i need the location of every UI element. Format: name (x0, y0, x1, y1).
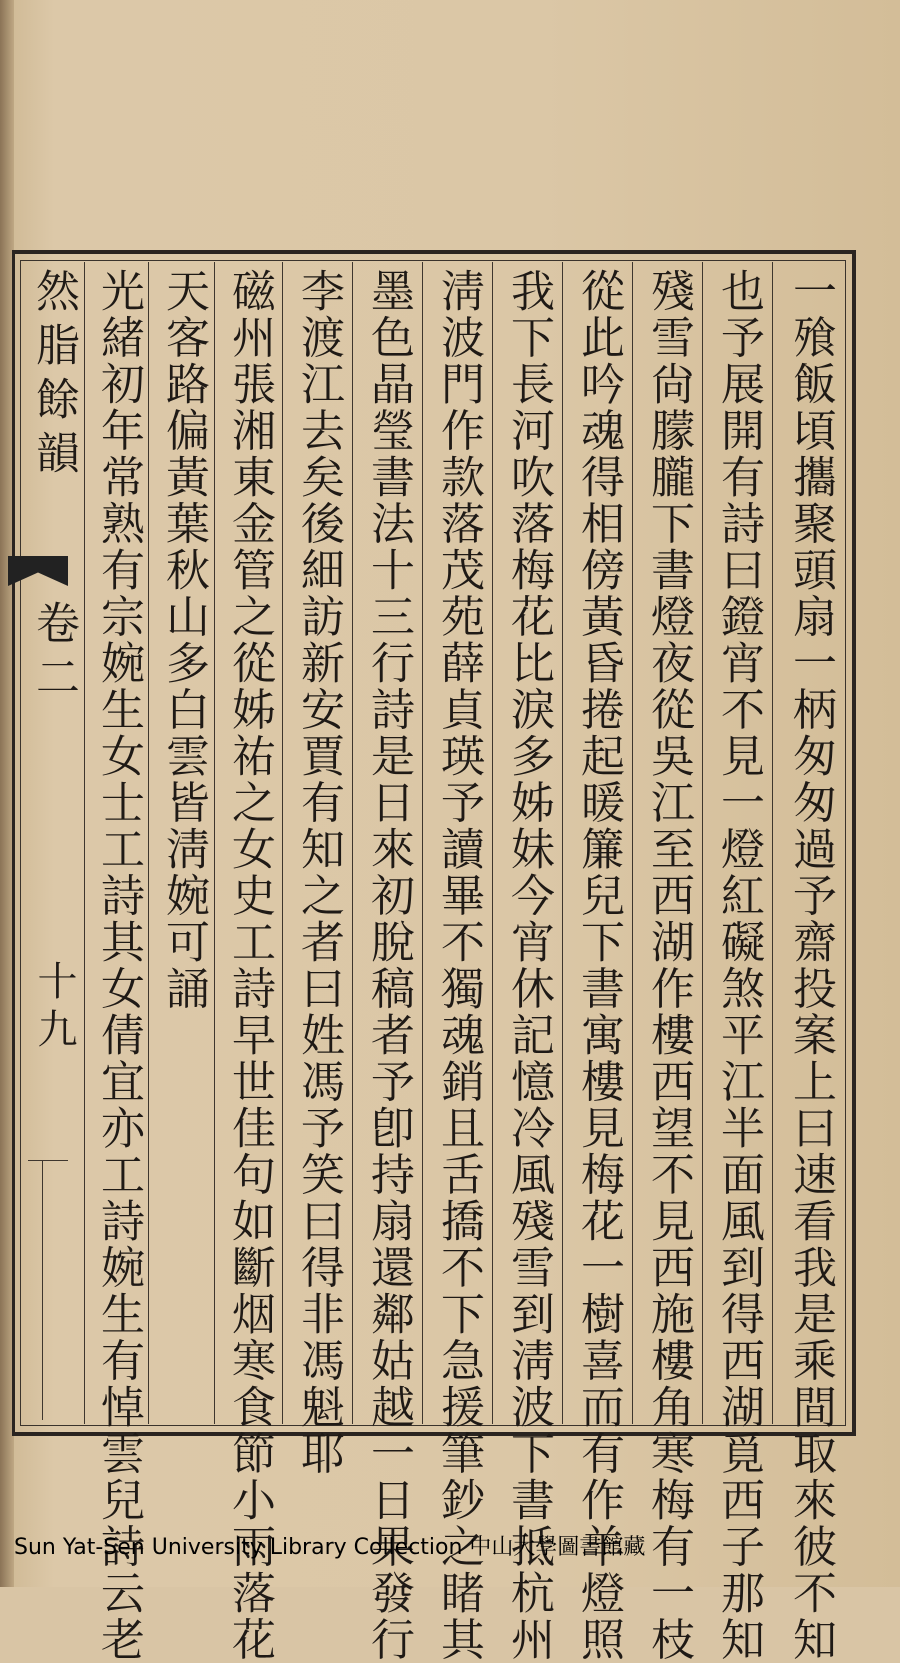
folio-column (24, 960, 84, 1080)
folio-rule (42, 1160, 43, 1420)
column-rule (632, 262, 633, 1424)
text-column-6 (425, 268, 491, 1663)
text-column-content: 淸波門作款落茂苑薛貞瑛予讀畢不獨魂銷且舌撟不下急援筆鈔之睹其 (433, 268, 484, 1663)
text-column-11 (85, 268, 151, 1663)
column-rule (352, 262, 353, 1424)
column-rule (492, 262, 493, 1424)
volume-column (20, 600, 86, 720)
text-column-content: 墨色晶瑩書法十三行詩是日來初脫稿者予卽持扇還鄰姑越一日果發行 (363, 268, 414, 1663)
page-number: 十九 (31, 960, 77, 1056)
column-rule (702, 262, 703, 1424)
text-column-content: 我下長河吹落梅花比淚多姊妹今宵休記憶冷風殘雪到淸波下書抵杭州 (503, 268, 554, 1663)
book-title-column (20, 268, 86, 568)
text-column-content: 光緒初年常熟有宗婉生女士工詩其女倩宜亦工詩婉生有悼雲兒詩云老 (93, 268, 144, 1663)
column-rule (422, 262, 423, 1424)
text-column-9 (216, 268, 282, 1663)
folio-rule (28, 1160, 68, 1161)
text-column-content: 一飱飯頃攜聚頭扇一柄匆匆過予齋投案上曰速看我是乘間取來彼不知 (785, 268, 836, 1663)
text-column-10 (150, 268, 216, 1418)
text-column-content: 李渡江去矣後細訪新安賈有知之者曰姓馮予笑曰得非馮魁耶 (293, 268, 344, 1477)
text-column-4 (565, 268, 631, 1663)
text-column-content: 從此吟魂得相傍黃昏捲起暖簾兒下書寓樓見梅花一樹喜而有作羊燈照 (573, 268, 624, 1663)
text-column-content: 磁州張湘東金管之從姊祐之女史工詩早世佳句如斷烟寒食節小雨落花 (224, 268, 275, 1663)
library-watermark: Sun Yat-Sen University Library Collection 中山大學圖書館藏 (14, 1535, 646, 1560)
column-rule (772, 262, 773, 1424)
text-column-3 (635, 268, 701, 1663)
volume-number: 卷二 (28, 600, 79, 708)
text-column-content: 也予展開有詩曰鐙宵不見一燈紅礙煞平江半面風到得西湖覓西子那知 (713, 268, 764, 1663)
text-column-1 (777, 268, 843, 1663)
text-column-content: 殘雪尙朦朧下書燈夜從吳江至西湖作樓西望不見西施樓角寒梅有一枝 (643, 268, 694, 1663)
column-rule (282, 262, 283, 1424)
book-title: 然脂餘韻 (28, 268, 79, 484)
text-column-5 (495, 268, 561, 1663)
text-column-8 (285, 268, 351, 1477)
text-column-2 (705, 268, 771, 1663)
column-rule (562, 262, 563, 1424)
text-column-content: 天客路偏黃葉秋山多白雲皆淸婉可誦 (158, 268, 209, 1012)
text-column-7 (355, 268, 421, 1663)
